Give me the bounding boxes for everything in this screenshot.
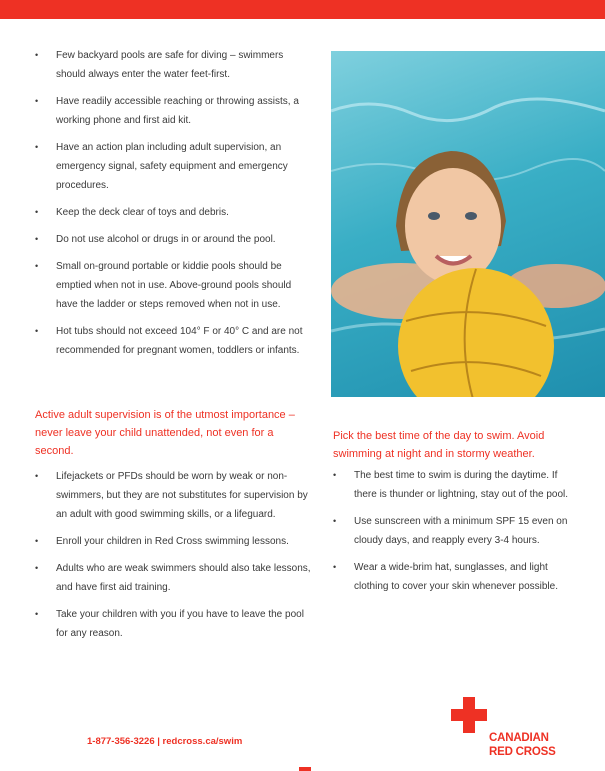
list-item: • Take your children with you if you have to leave the pool for any reason.	[33, 605, 315, 643]
list-item: • The best time to swim is during the daytime. If there is thunder or lightning, stay out of the pool.	[331, 466, 581, 504]
supervision-list	[33, 467, 315, 651]
logo-text	[489, 731, 556, 759]
swimmer-photo	[331, 51, 605, 397]
swimmer-illustration	[331, 51, 605, 397]
list-item: • Hot tubs should not exceed 104° F or 40° C and are not recommended for pregnant women, toddlers or infants.	[33, 322, 315, 360]
list-item: • Adults who are weak swimmers should also take lessons, and have first aid training.	[33, 559, 315, 597]
list-item: • Use sunscreen with a minimum SPF 15 even on cloudy days, and reapply every 3-4 hours.	[331, 512, 581, 550]
supervision-heading: Active adult supervision is of the utmost importance – never leave your child unattended, not even for a second.	[35, 409, 295, 457]
list-item: • Enroll your children in Red Cross swimming lessons.	[33, 532, 315, 551]
timing-list	[331, 466, 581, 604]
red-cross-logo	[451, 697, 571, 767]
bottom-accent	[299, 767, 311, 771]
pool-safety-list	[33, 46, 315, 368]
logo-line-2: RED CROSS	[489, 746, 556, 758]
list-item: • Have an action plan including adult supervision, an emergency signal, safety equipment and emergency procedures.	[33, 138, 315, 195]
top-banner	[0, 0, 605, 19]
logo-line-1: CANADIAN	[489, 732, 549, 744]
footer-contact-link[interactable]: 1-877-356-3226 | redcross.ca/swim	[87, 736, 243, 747]
timing-heading: Pick the best time of the day to swim. Avoid swimming at night and in stormy weather.	[333, 430, 545, 460]
list-item: • Small on-ground portable or kiddie pools should be emptied when not in use. Above-ground pools should have the ladder or steps removed when not in use.	[33, 257, 315, 314]
list-item: • Have readily accessible reaching or throwing assists, a working phone and first aid kit.	[33, 92, 315, 130]
list-item: • Lifejackets or PFDs should be worn by weak or non-swimmers, but they are not substitutes for supervision by an adult with good swimming skills, or a lifeguard.	[33, 467, 315, 524]
list-item: • Do not use alcohol or drugs in or around the pool.	[33, 230, 315, 249]
red-cross-icon-bar	[451, 709, 487, 721]
list-item: • Wear a wide-brim hat, sunglasses, and light clothing to cover your skin whenever possible.	[331, 558, 581, 596]
list-item: • Few backyard pools are safe for diving – swimmers should always enter the water feet-first.	[33, 46, 315, 84]
list-item: • Keep the deck clear of toys and debris.	[33, 203, 315, 222]
